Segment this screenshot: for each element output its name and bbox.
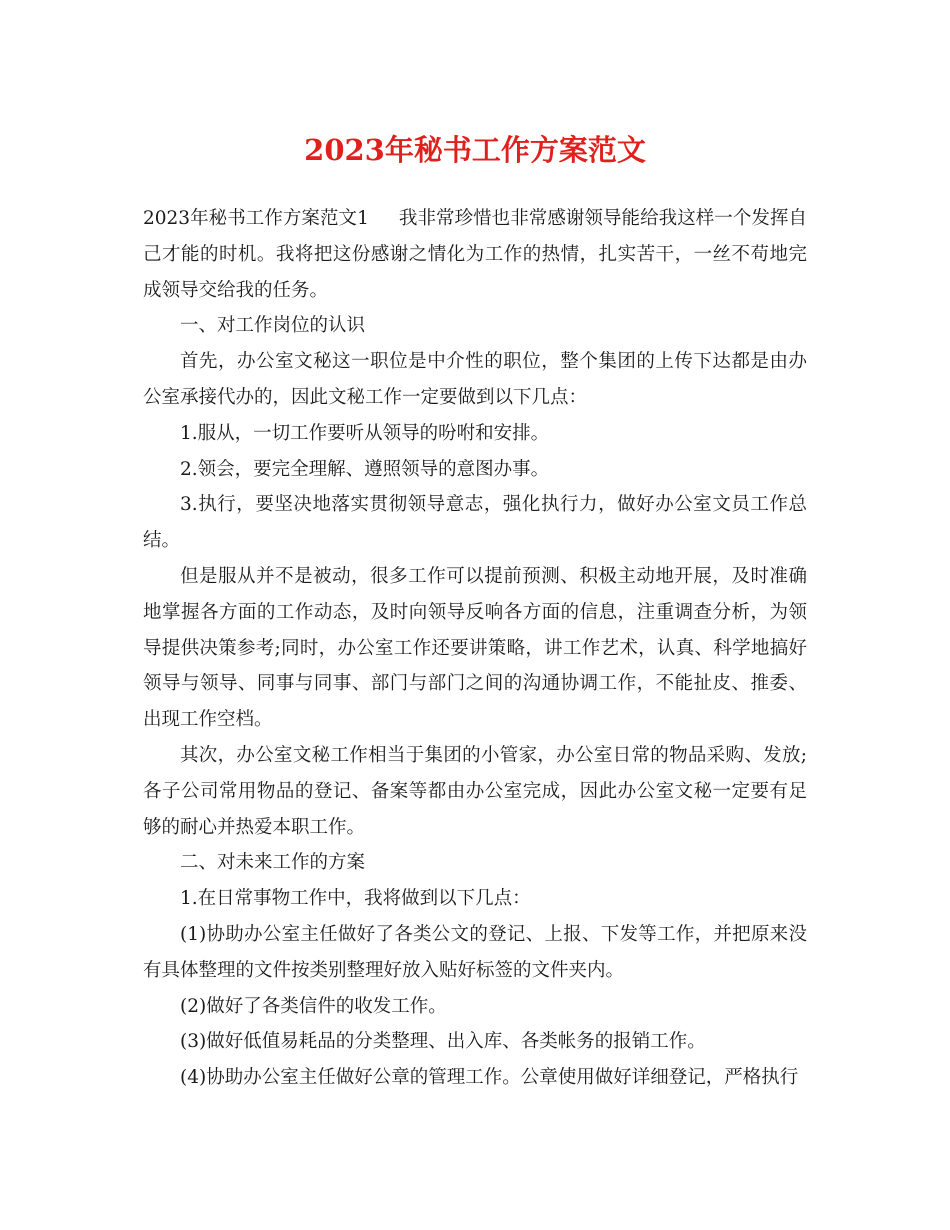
intro-label: 2023年秘书工作方案范文1 xyxy=(143,208,369,229)
sub-list-item: (3)做好低值易耗品的分类整理、出入库、各类帐务的报销工作。 xyxy=(180,1031,706,1053)
sub-list-item: (1)协助办公室主任做好了各类公文的登记、上报、下发等工作，并把原来没有具体整理的文件按类别整理好放入贴好标签的文件夹内。 xyxy=(143,923,807,981)
intro-paragraph xyxy=(143,201,807,308)
sub-list-item: (2)做好了各类信件的收发工作。 xyxy=(180,995,447,1017)
section-heading-1: 一、对工作岗位的认识 xyxy=(180,315,366,337)
body-paragraph: 其次，办公室文秘工作相当于集团的小管家，办公室日常的物品采购、发放;各子公司常用物品的登记、备案等都由办公室完成，因此办公室文秘一定要有足够的耐心并热爱本职工作。 xyxy=(143,744,807,838)
list-item: 2.领会，要完全理解、遵照领导的意图办事。 xyxy=(180,458,550,480)
body-paragraph: 首先，办公室文秘这一职位是中介性的职位，整个集团的上传下达都是由办公室承接代办的，因此文秘工作一定要做到以下几点： xyxy=(143,351,807,408)
document-body xyxy=(143,201,807,1096)
body-paragraph: 但是服从并不是被动，很多工作可以提前预测、积极主动地开展，及时准确地掌握各方面的工作动态，及时向领导反响各方面的信息，注重调查分析，为领导提供决策参考;同时，办公室工作还要讲策略，讲工作艺术，认真、科学地搞好领导与领导、同事与同事、部门与部门之间的沟通协调工作，不能扯皮、推委、出现工作空档。 xyxy=(143,565,807,731)
list-item: 1.在日常事物工作中，我将做到以下几点： xyxy=(180,888,531,910)
document-title: 2023年秘书工作方案范文 xyxy=(304,133,646,167)
list-item: 3.执行，要坚决地落实贯彻领导意志，强化执行力，做好办公室文员工作总结。 xyxy=(143,494,807,552)
list-item: 1.服从，一切工作要听从领导的吩咐和安排。 xyxy=(180,422,550,444)
sub-list-item: (4)协助办公室主任做好公章的管理工作。公章使用做好详细登记，严格执行 xyxy=(180,1067,799,1089)
intro-text: 我非常珍惜也非常感谢领导能给我这样一个发挥自己才能的时机。我将把这份感谢之情化为工作的热情，扎实苦干，一丝不苟地完成领导交给我的任务。 xyxy=(143,208,807,301)
section-heading-2: 二、对未来工作的方案 xyxy=(180,852,366,874)
